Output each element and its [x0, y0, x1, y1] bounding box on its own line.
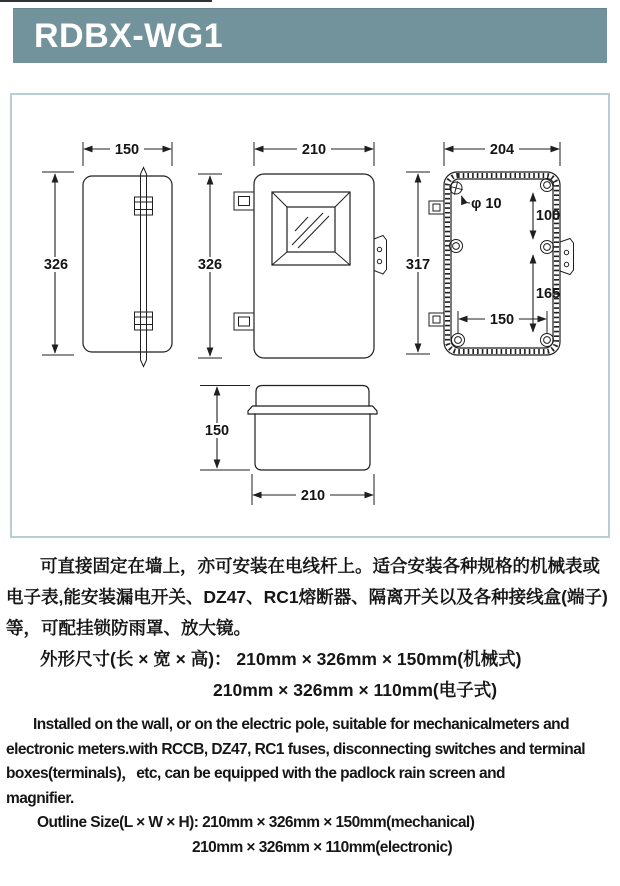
drawing-panel: [10, 93, 610, 538]
side-width-dimension: [83, 142, 172, 166]
outline-size-cn-electronic: 210mm × 326mm × 110mm(电子式): [213, 680, 498, 700]
hole-spacing-165-label: 165: [535, 286, 561, 302]
latch-bracket: [374, 236, 387, 275]
back-width-label: 204: [489, 142, 515, 158]
hole-diameter-label: φ 10: [471, 196, 502, 212]
back-hinge-tab-top: [429, 201, 444, 214]
hinge-knuckle-top: [135, 197, 153, 215]
outline-size-en-mechanical: Outline Size(L × W × H): 210mm × 326mm × 150mm(mechanical): [37, 814, 475, 831]
front-hinge-bottom: [234, 313, 254, 330]
mounting-hole-top-left: [448, 180, 465, 197]
hinge-knuckle-bottom: [135, 312, 153, 330]
front-width-dimension: [254, 142, 374, 166]
page-top-line: [0, 0, 212, 2]
page-title: RDBX-WG1: [34, 17, 224, 55]
hole-spacing-100-label: 100: [535, 208, 561, 224]
front-height-dimension: [193, 174, 227, 358]
hole-spacing-150-label: 150: [489, 312, 515, 328]
technical-drawing: [12, 95, 608, 536]
top-view-drawing: [200, 386, 377, 506]
front-hinge-top: [234, 192, 254, 210]
back-latch-bracket: [560, 239, 574, 275]
back-hinge-tab-bottom: [429, 313, 444, 326]
side-width-label: 150: [114, 142, 140, 158]
back-view-drawing: [401, 142, 574, 355]
description-cn-line: 可直接固定在墙上，亦可安装在电线杆上。适合安装各种规格的机械表或: [40, 556, 600, 576]
back-width-dimension: [444, 142, 560, 166]
outline-size-cn-mechanical: 外形尺寸(长 × 宽 × 高)： 210mm × 326mm × 150mm(机械式): [40, 649, 522, 669]
hole-diameter-callout: [462, 196, 502, 212]
mounting-hole-mid-right: [541, 241, 554, 254]
header-bar: [13, 8, 607, 63]
back-height-dimension: [401, 172, 435, 354]
description-block: [6, 551, 615, 860]
description-en-line: boxes(terminals)，etc, can be equipped with the padlock rain screen and: [6, 765, 505, 782]
top-depth-dimension: [200, 386, 250, 471]
back-height-label: 317: [405, 257, 431, 273]
side-height-label: 326: [43, 257, 69, 273]
mounting-hole-top-right: [541, 179, 554, 192]
top-width-dimension: [252, 474, 374, 505]
top-width-label: 210: [300, 488, 326, 504]
description-en-line: electronic meters.with RCCB, DZ47, RC1 fuses, disconnecting switches and terminal: [6, 740, 586, 758]
description-en-line: magnifier.: [6, 789, 74, 807]
side-height-dimension: [39, 172, 74, 355]
description-cn-line: 电子表,能安装漏电开关、DZ47、RC1熔断器、隔离开关以及各种接线盒(端子): [6, 587, 608, 607]
meter-window: [272, 192, 350, 265]
description-en-line: Installed on the wall, or on the electric pole, suitable for mechanicalmeters and: [33, 716, 569, 733]
mounting-hole-bottom-right: [541, 334, 554, 347]
description-cn-line: 等，可配挂锁防雨罩、放大镜。: [6, 618, 251, 638]
side-view-drawing: [39, 142, 172, 367]
front-view-drawing: [193, 142, 387, 358]
front-width-label: 210: [301, 142, 327, 158]
hole-spacing-150-dimension: [458, 311, 547, 333]
top-depth-label: 150: [204, 423, 230, 439]
mounting-hole-bottom-left: [452, 334, 465, 347]
front-height-label: 326: [197, 257, 223, 273]
outline-size-en-electronic: 210mm × 326mm × 110mm(electronic): [192, 838, 453, 856]
